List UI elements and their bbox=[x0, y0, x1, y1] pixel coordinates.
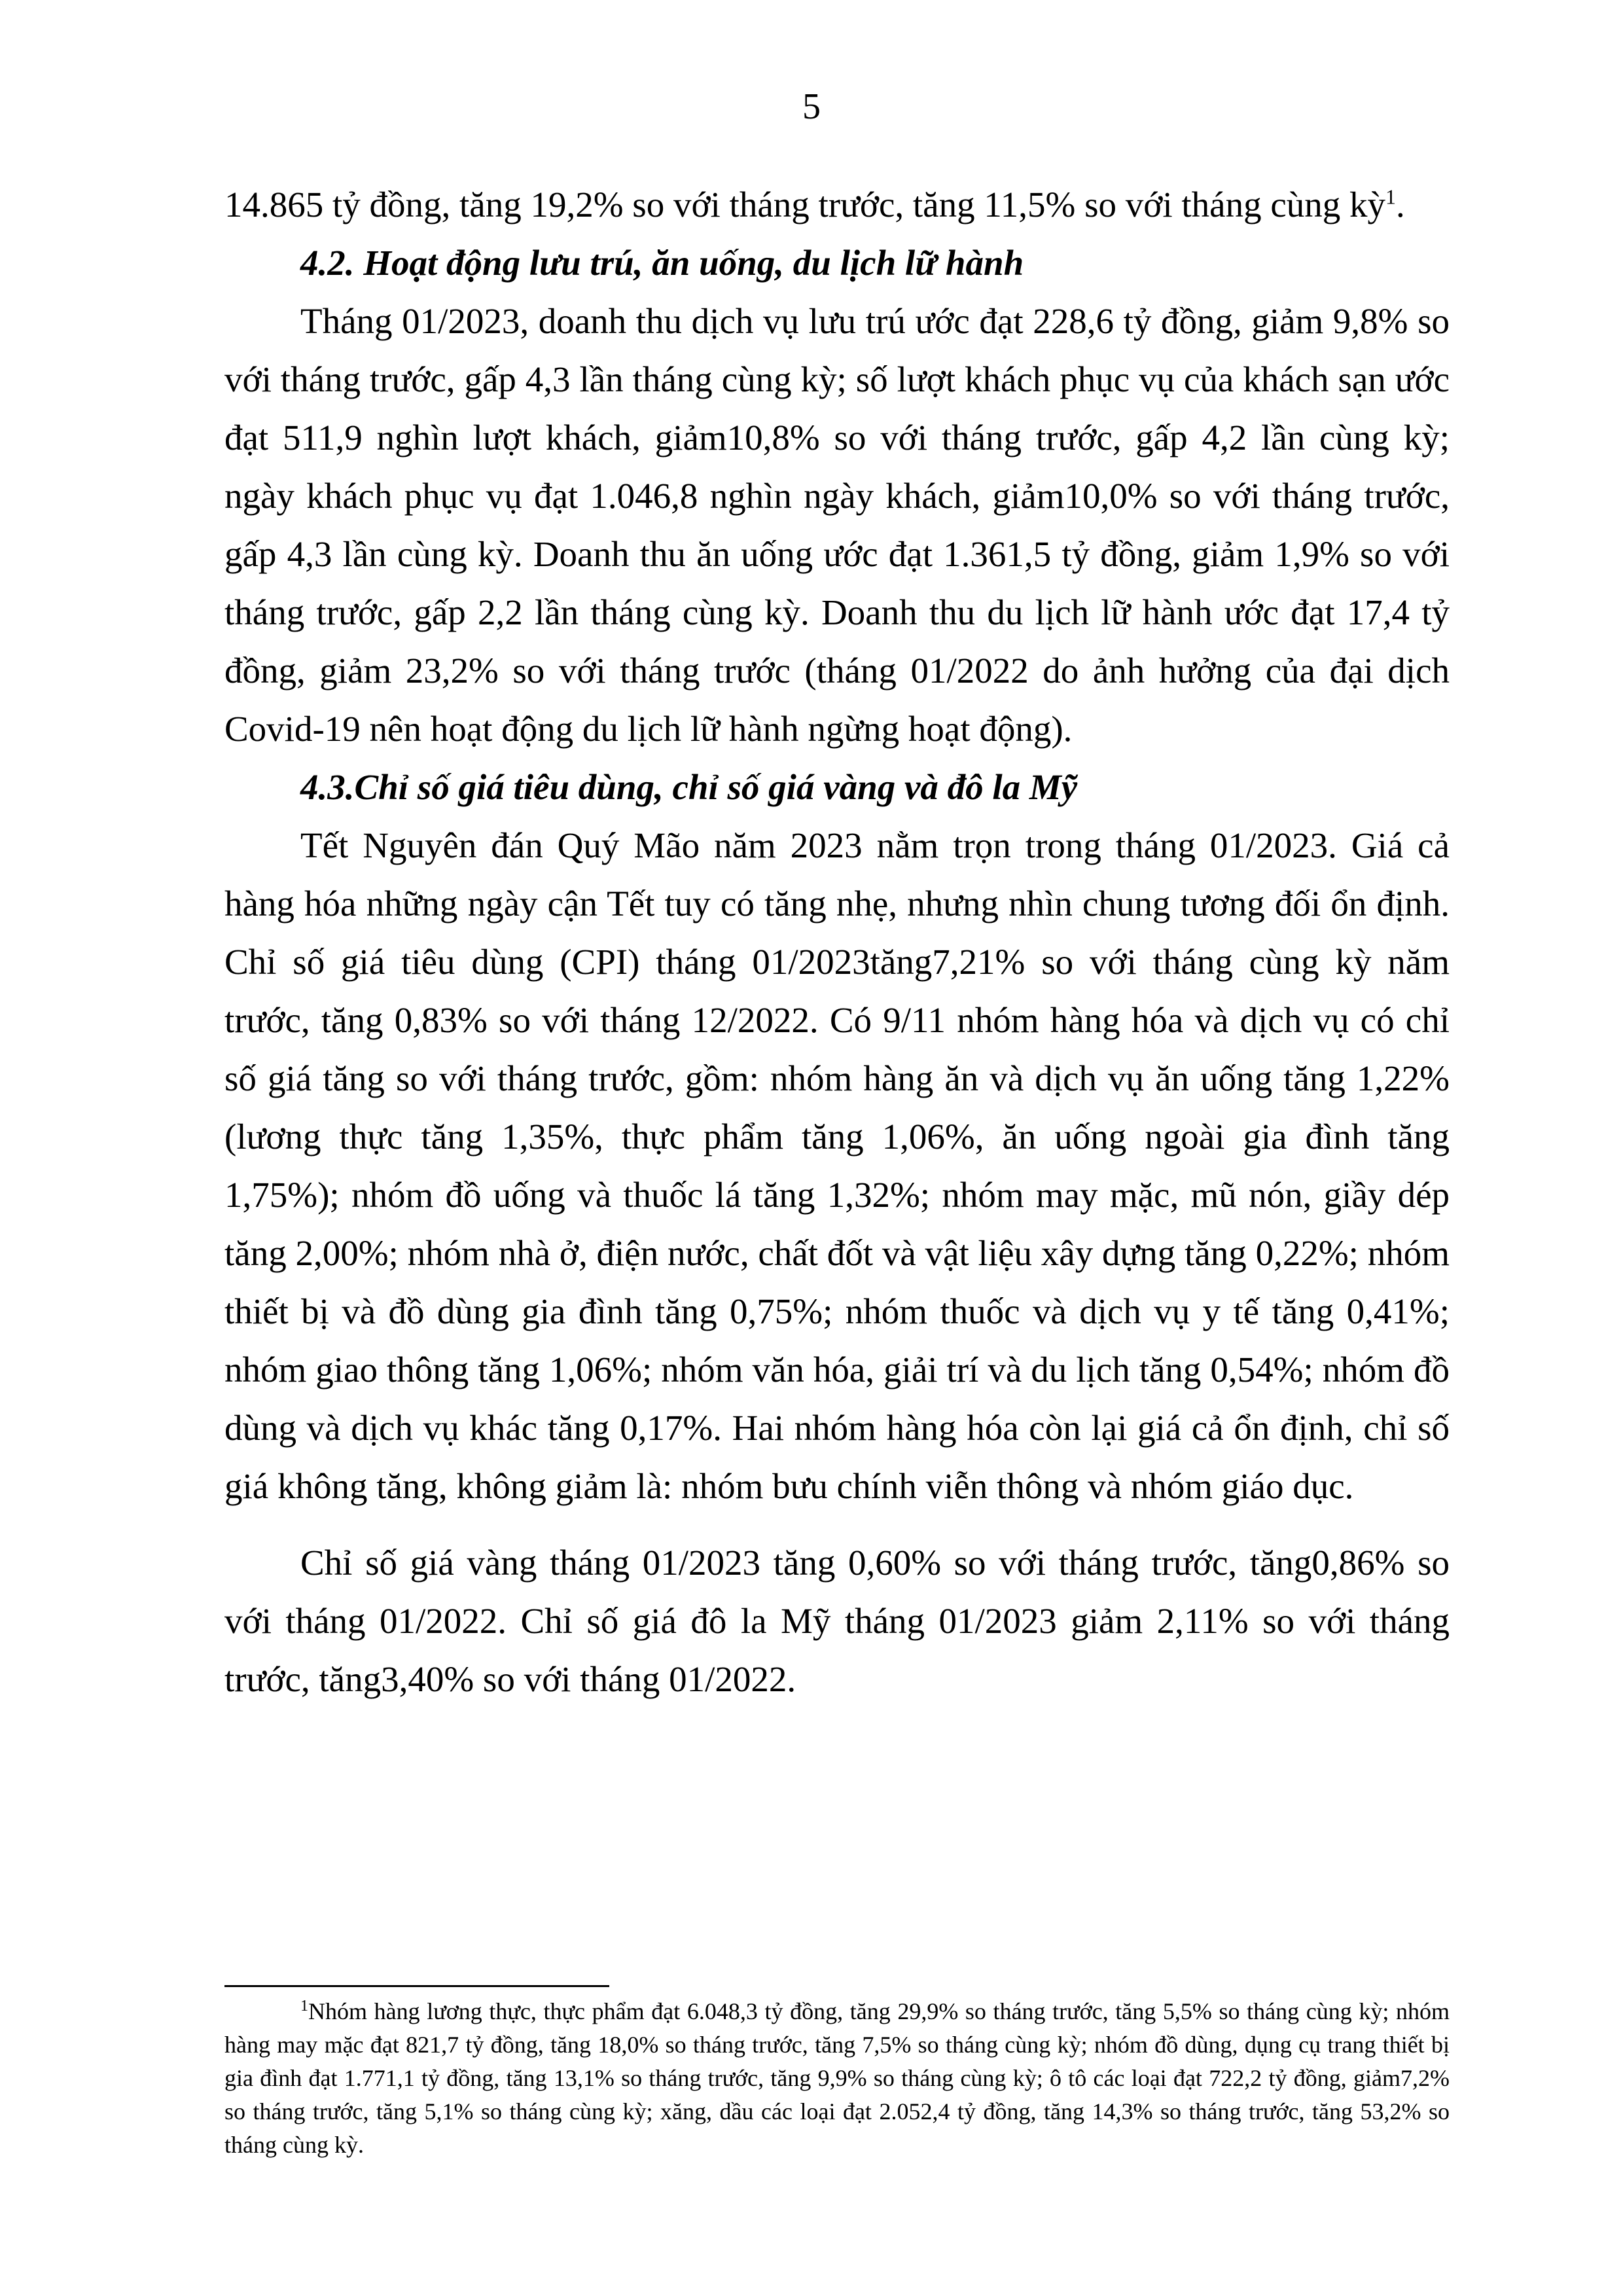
section-4-3-paragraph-2: Chỉ số giá vàng tháng 01/2023 tăng 0,60% so với tháng trước, tăng0,86% so với tháng 01/2022. Chỉ số giá đô la Mỹ tháng 01/2023 giảm 2,11% so với tháng trước, tăng3,40% so với tháng 01/2022. bbox=[224, 1543, 1450, 1699]
footnote-divider bbox=[224, 1985, 609, 1987]
continuation-paragraph bbox=[224, 175, 1450, 234]
continuation-text: 14.865 tỷ đồng, tăng 19,2% so với tháng trước, tăng 11,5% so với tháng cùng kỳ bbox=[224, 185, 1385, 224]
page-number: 5 bbox=[802, 86, 821, 127]
footnote-marker: 1 bbox=[300, 1998, 308, 2015]
footnote bbox=[224, 1995, 1450, 2162]
footnote-text: Nhóm hàng lương thực, thực phẩm đạt 6.048,3 tỷ đồng, tăng 29,9% so tháng trước, tăng 5,5% so tháng cùng kỳ; nhóm hàng may mặc đạt 821,7 tỷ đồng, tăng 18,0% so tháng trước, tăng 7,5% so tháng cùng kỳ; nhóm đồ dùng, dụng cụ trang thiết bị gia đình đạt 1.771,1 tỷ đồng, tăng 13,1% so tháng trước, tăng 9,9% so tháng cùng kỳ; ô tô các loại đạt 722,2 tỷ đồng, giảm7,2% so tháng trước, tăng 5,1% so tháng cùng kỳ; xăng, dầu các loại đạt 2.052,4 tỷ đồng, tăng 14,3% so tháng trước, tăng 53,2% so tháng cùng kỳ. bbox=[224, 1998, 1450, 2158]
continuation-tail: . bbox=[1396, 185, 1405, 224]
section-4-3-paragraph-1: Tết Nguyên đán Quý Mão năm 2023 nằm trọn trong tháng 01/2023. Giá cả hàng hóa những ngày cận Tết tuy có tăng nhẹ, nhưng nhìn chung tương đối ổn định. Chỉ số giá tiêu dùng (CPI) tháng 01/2023tăng7,21% so với tháng cùng kỳ năm trước, tăng 0,83% so với tháng 12/2022. Có 9/11 nhóm hàng hóa và dịch vụ có chỉ số giá tăng so với tháng trước, gồm: nhóm hàng ăn và dịch vụ ăn uống tăng 1,22% (lương thực tăng 1,35%, thực phẩm tăng 1,06%, ăn uống ngoài gia đình tăng 1,75%); nhóm đồ uống và thuốc lá tăng 1,32%; nhóm may mặc, mũ nón, giầy dép tăng 2,00%; nhóm nhà ở, điện nước, chất đốt và vật liệu xây dựng tăng 0,22%; nhóm thiết bị và đồ dùng gia đình tăng 0,75%; nhóm thuốc và dịch vụ y tế tăng 0,41%; nhóm giao thông tăng 1,06%; nhóm văn hóa, giải trí và du lịch tăng 0,54%; nhóm đồ dùng và dịch vụ khác tăng 0,17%. Hai nhóm hàng hóa còn lại giá cả ổn định, chỉ số giá không tăng, không giảm là: nhóm bưu chính viễn thông và nhóm giáo dục. bbox=[224, 825, 1450, 1506]
footnote-reference[interactable]: 1 bbox=[1385, 185, 1396, 209]
section-heading-4-3: 4.3.Chỉ số giá tiêu dùng, chỉ số giá vàng và đô la Mỹ bbox=[300, 767, 1078, 807]
section-4-2-paragraph: Tháng 01/2023, doanh thu dịch vụ lưu trú ước đạt 228,6 tỷ đồng, giảm 9,8% so với tháng trước, gấp 4,3 lần tháng cùng kỳ; số lượt khách phục vụ của khách sạn ước đạt 511,9 nghìn lượt khách, giảm10,8% so với tháng trước, gấp 4,2 lần cùng kỳ; ngày khách phục vụ đạt 1.046,8 nghìn ngày khách, giảm10,0% so với tháng trước, gấp 4,3 lần cùng kỳ. Doanh thu ăn uống ước đạt 1.361,5 tỷ đồng, giảm 1,9% so với tháng trước, gấp 2,2 lần tháng cùng kỳ. Doanh thu du lịch lữ hành ước đạt 17,4 tỷ đồng, giảm 23,2% so với tháng trước (tháng 01/2022 do ảnh hưởng của đại dịch Covid-19 nên hoạt động du lịch lữ hành ngừng hoạt động). bbox=[224, 301, 1450, 749]
section-heading-4-2: 4.2. Hoạt động lưu trú, ăn uống, du lịch lữ hành bbox=[300, 243, 1024, 283]
document-body bbox=[224, 175, 1450, 1708]
